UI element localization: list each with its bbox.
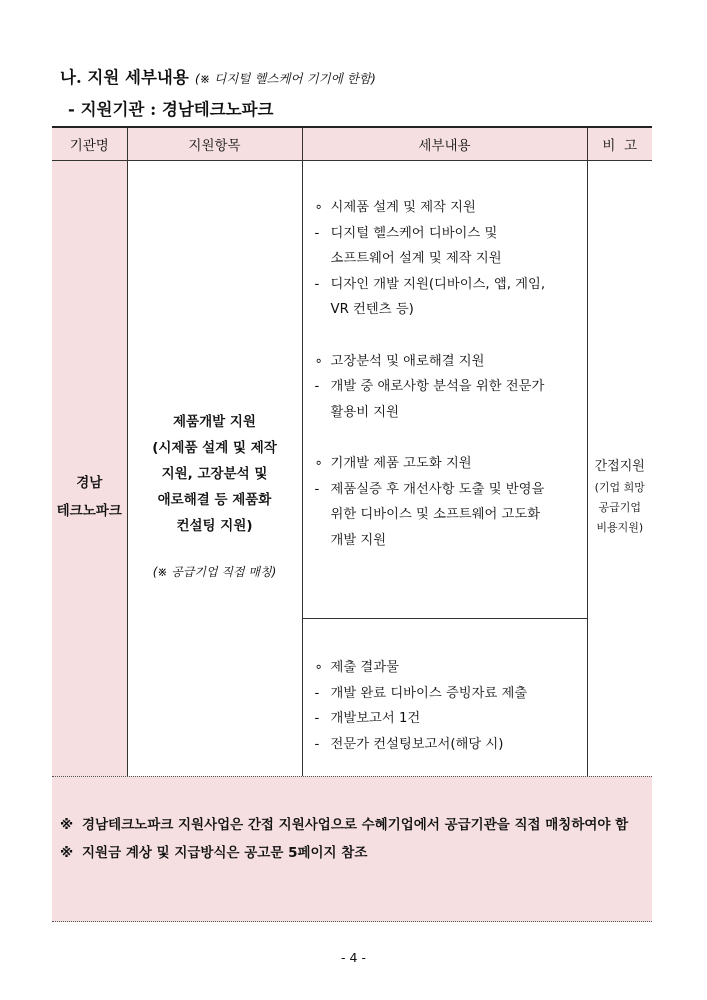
header-item: 지원항목 (127, 127, 302, 161)
notice-item: ※ 지원금 계상 및 지급방식은 공고문 5페이지 참조 (60, 845, 368, 861)
table-row (52, 161, 652, 619)
detail-group: ∘ 시제품 설계 및 제작 지원 - 디지털 헬스케어 디바이스 및 소프트웨어 설계 및 제작 지원 - 디자인 개발 지원(디바이스, 앱, 게임, VR 컨텐츠 등) (314, 200, 546, 317)
header-remark: 비 고 (587, 127, 652, 161)
remark-cell: 간접지원 (기업 희망 공급기업 비용지원) (587, 161, 652, 834)
notice-item: ※ 경남테크노파크 지원사업은 간접 지원사업으로 수혜기업에서 공급기관을 직접 매칭하여야 함 (60, 817, 629, 833)
header-detail: 세부내용 (302, 127, 587, 161)
org-cell: 경남 테크노파크 (52, 161, 127, 834)
detail-group: ∘ 고장분석 및 애로해결 지원 - 개발 중 애로사항 분석을 위한 전문가 활용비 지원 (314, 353, 545, 420)
header-org: 기관명 (52, 127, 127, 161)
detail-group: ∘ 기개발 제품 고도화 지원 - 제품실증 후 개선사항 도출 및 반영을 위한 디바이스 및 소프트웨어 고도화 개발 지원 (314, 456, 545, 548)
item-note: (※ 공급기업 직접 매칭) (152, 564, 277, 579)
section-note: (※ 디지털 헬스케어 기기에 한함) (194, 71, 376, 86)
notice-box (52, 776, 652, 922)
page-number: - 4 - (341, 950, 366, 965)
section-title: 나. 지원 세부내용 (※ 디지털 헬스케어 기기에 한함) (60, 68, 376, 87)
support-table (52, 126, 652, 834)
table-header-row (52, 127, 652, 161)
section-subtitle: - 지원기관 : 경남테크노파크 (68, 100, 274, 119)
output-cell: ∘ 제출 결과물 - 개발 완료 디바이스 증빙자료 제출 - 개발보고서 1건 - 전문가 컨설팅보고서(해당 시) (302, 619, 587, 834)
support-item-cell: 제품개발 지원 (시제품 설계 및 제작 지원, 고장분석 및 애로해결 등 제품화 컨설팅 지원) (※ 공급기업 직접 매칭) (127, 161, 302, 834)
detail-cell (302, 161, 587, 619)
